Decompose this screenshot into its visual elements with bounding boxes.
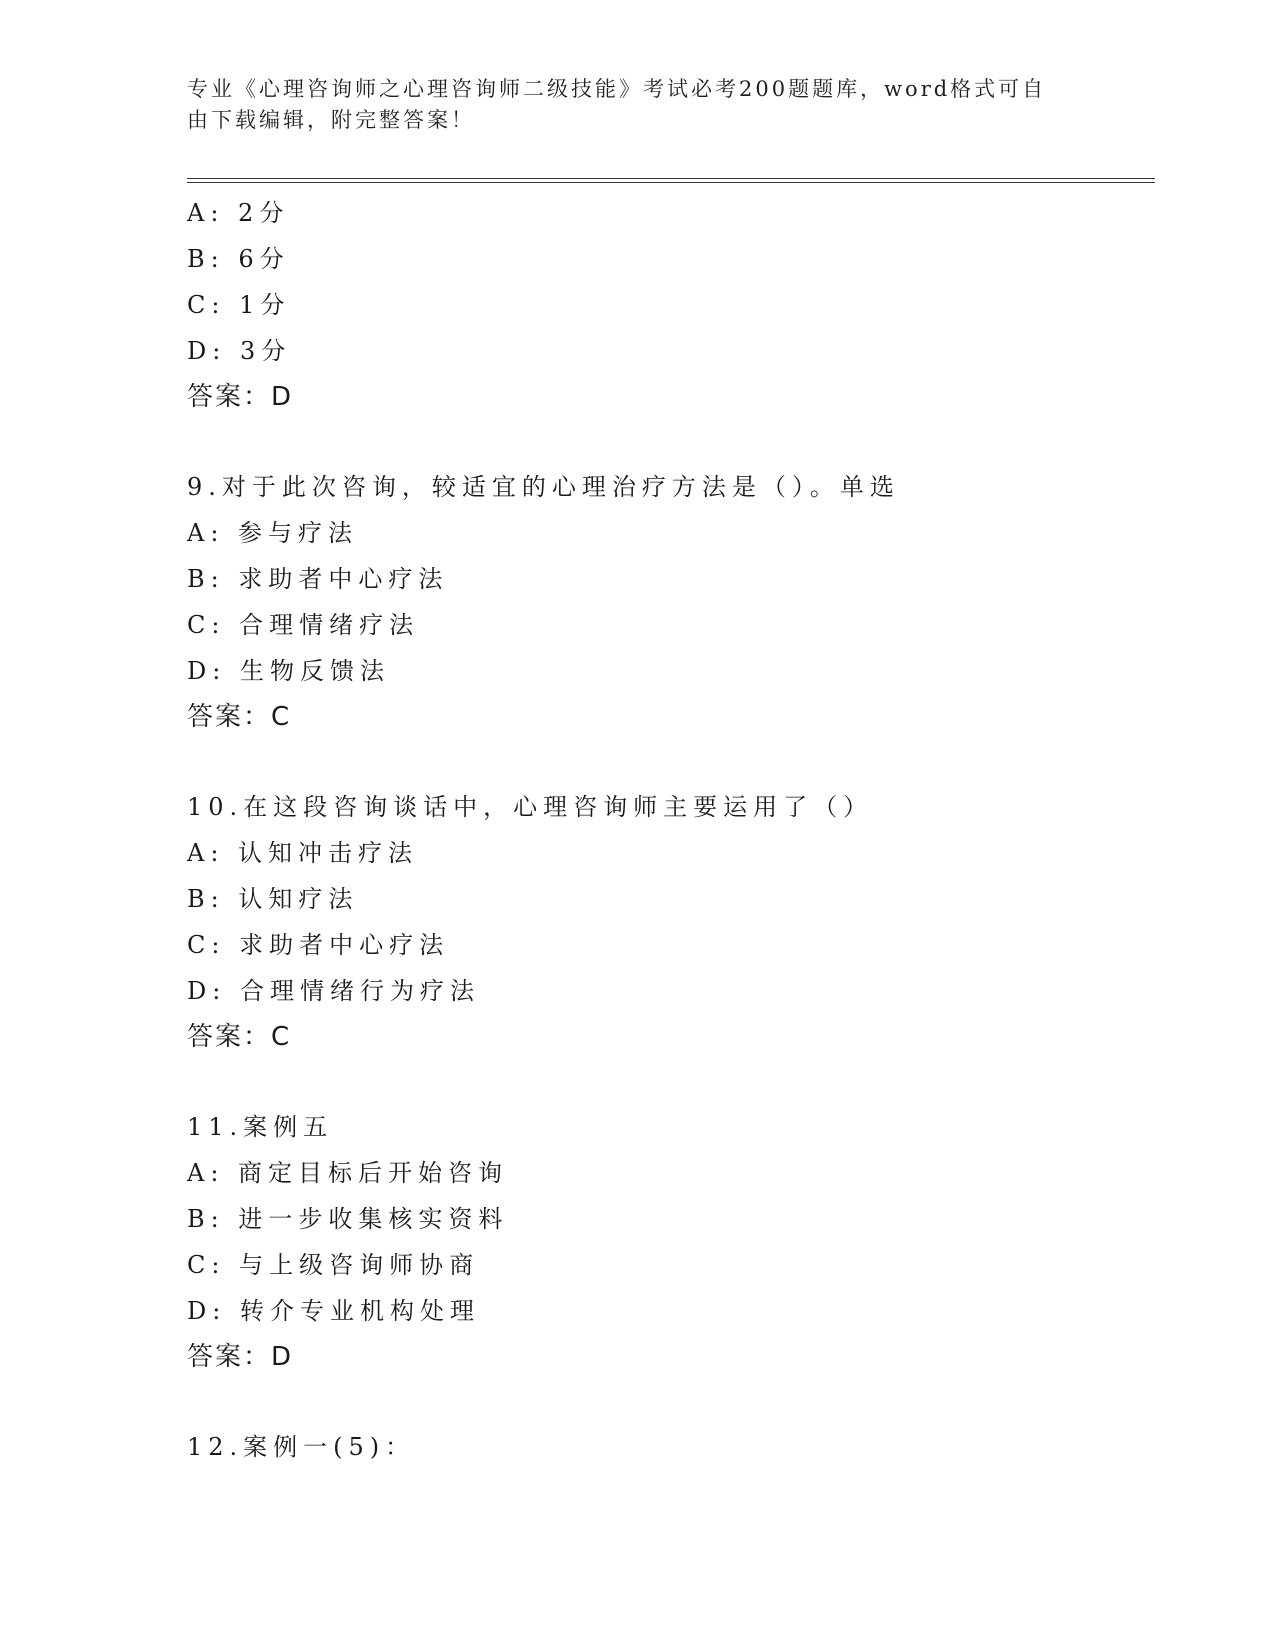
option-d: D: 转介专业机构处理 (187, 1297, 480, 1325)
question-stem: 10.在这段咨询谈话中，心理咨询师主要运用了（） (187, 793, 874, 821)
option-b: B: 求助者中心疗法 (187, 565, 449, 593)
option-a: A: 认知冲击疗法 (187, 839, 419, 867)
header-line-2: 由下载编辑，附完整答案！ (187, 108, 475, 132)
answer-line: 答案：C (187, 1022, 292, 1052)
answer-line: 答案：C (187, 702, 292, 732)
question-10 (187, 784, 1147, 1060)
option-b: B: 认知疗法 (187, 885, 359, 913)
option-d: D: 合理情绪行为疗法 (187, 977, 480, 1005)
question-9 (187, 464, 1147, 740)
option-a: A: 参与疗法 (187, 519, 359, 547)
question-list (187, 190, 1147, 1470)
option-b: B: 6分 (187, 245, 290, 273)
option-c: C: 合理情绪疗法 (187, 611, 420, 639)
header-rule-top (187, 178, 1155, 179)
option-c: C: 求助者中心疗法 (187, 931, 450, 959)
header-rule-bottom (187, 182, 1155, 183)
answer-line: 答案：D (187, 382, 294, 412)
question-stem: 9.对于此次咨询，较适宜的心理治疗方法是（）。单选 (187, 473, 900, 501)
document-header (187, 74, 1087, 136)
option-b: B: 进一步收集核实资料 (187, 1205, 509, 1233)
question-8 (187, 190, 1147, 420)
option-d: D: 3分 (187, 337, 292, 365)
option-c: C: 1分 (187, 291, 291, 319)
answer-line: 答案：D (187, 1342, 294, 1372)
option-a: A: 商定目标后开始咨询 (187, 1159, 509, 1187)
header-line-1: 专业《心理咨询师之心理咨询师二级技能》考试必考200题题库，word格式可自 (187, 77, 1047, 101)
question-12 (187, 1424, 1147, 1470)
question-stem: 11.案例五 (187, 1113, 334, 1141)
question-stem: 12.案例一(5)： (187, 1433, 416, 1461)
option-a: A: 2分 (187, 199, 290, 227)
option-c: C: 与上级咨询师协商 (187, 1251, 480, 1279)
option-d: D: 生物反馈法 (187, 657, 390, 685)
question-11 (187, 1104, 1147, 1380)
